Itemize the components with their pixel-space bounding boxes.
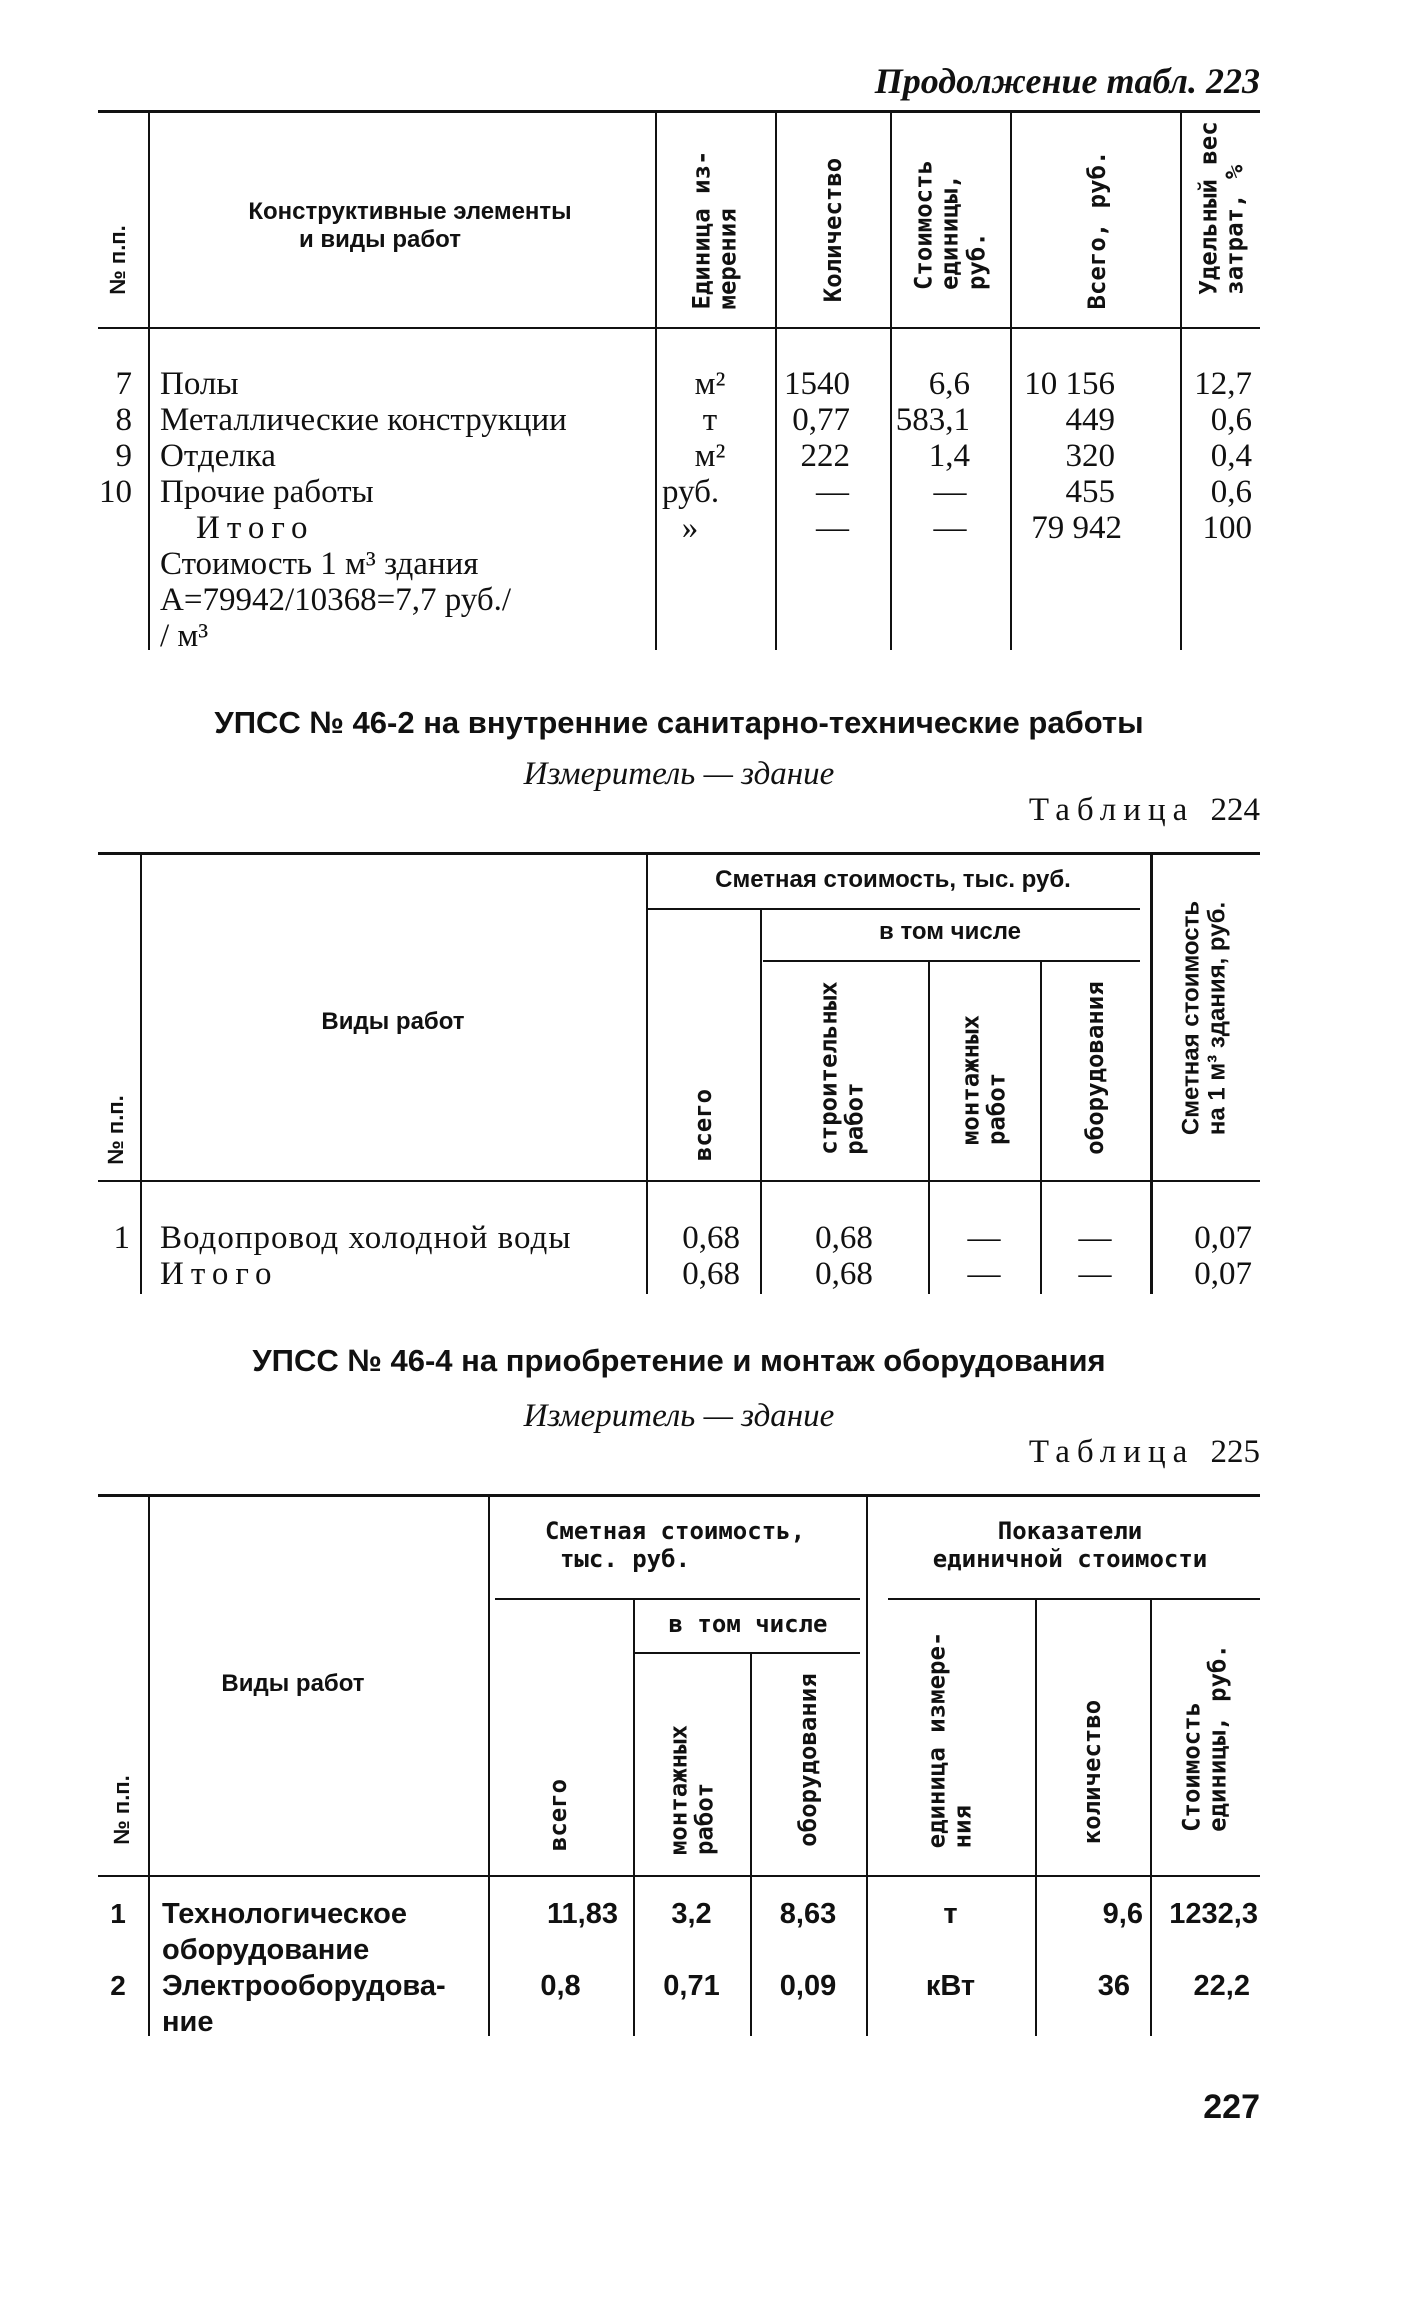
row-per-m3: 0,07 [1194, 1220, 1252, 1256]
table-label-word: Таблица [1028, 792, 1195, 828]
col-header-build-line2: работ [841, 1082, 869, 1155]
col-header-cost-line1: Стоимость [1177, 1701, 1206, 1832]
col-header-indicators [880, 1518, 1260, 1573]
col-header-share-line1: Удельный вес [1194, 121, 1223, 295]
row-cost: 6,6 [928, 366, 970, 402]
col-header-equip: оборудования [793, 1673, 822, 1847]
row-cost: 1,4 [928, 438, 970, 474]
col-header-cost-line2: единицы, руб. [1204, 1644, 1232, 1832]
row-total: 320 [1065, 438, 1115, 474]
page-number: 227 [1203, 2088, 1260, 2126]
col-header-estimated [495, 1518, 855, 1573]
row-qty: — [816, 510, 849, 546]
row-total: 455 [1065, 474, 1115, 510]
row-share: 0,6 [1210, 402, 1252, 438]
col-header-cost-line2: единицы, [935, 174, 964, 291]
col-header-build [816, 981, 869, 1154]
col-header-elements-line2: и виды работ [299, 225, 461, 253]
col-header-num: № п.п. [108, 1775, 134, 1845]
col-header-equip: оборудования [1080, 981, 1109, 1155]
row-qty: — [816, 474, 849, 510]
col-header-cost [910, 160, 989, 290]
col-header-qty: количество [1077, 1699, 1106, 1845]
cost-note-line1: Стоимость 1 м³ здания [160, 546, 479, 582]
row-cost: — [933, 474, 967, 510]
row-qty: 9,6 [1102, 1898, 1143, 1930]
col-header-build-line1: строительных [814, 981, 843, 1155]
col-header-elements [200, 198, 620, 253]
row-build: 0,68 [815, 1256, 873, 1292]
row-mount: 0,71 [663, 1970, 720, 2002]
row-total: 79 942 [1031, 510, 1122, 546]
col-header-mount-line1: монтажных [664, 1724, 693, 1856]
row-share: 12,7 [1194, 366, 1252, 402]
row-all: 0,68 [682, 1220, 740, 1256]
row-unit: кВт [925, 1970, 976, 2002]
row-mount: — [967, 1220, 1001, 1256]
table-label-225 [960, 1434, 1260, 1471]
measure-label-2: Измеритель — здание [523, 1398, 835, 1434]
row-equip: — [1078, 1256, 1112, 1292]
row-share: 0,6 [1210, 474, 1252, 510]
row-cost: 583,1 [895, 402, 970, 438]
row-name-line2: оборудование [162, 1934, 370, 1966]
section-title-46-2: УПСС № 46-2 на внутренние санитарно-технические работы [214, 705, 1144, 740]
row-name: Прочие работы [160, 474, 374, 510]
col-header-elements-line1: Конструктивные элементы [248, 198, 572, 225]
col-header-mount-line2: работ [691, 1782, 719, 1856]
row-total: 449 [1065, 402, 1115, 438]
col-header-unit-line1: единица измере- [922, 1631, 951, 1849]
col-header-cost-line1: Стоимость [909, 159, 938, 291]
col-header-mount [666, 1725, 719, 1855]
col-header-total: Всего, руб. [1082, 150, 1111, 310]
col-header-qty: Количество [818, 157, 847, 303]
section-title-46-4: УПСС № 46-4 на приобретение и монтаж оборудования [252, 1343, 1106, 1378]
row-unit: » [681, 510, 699, 546]
row-cost: 22,2 [1193, 1970, 1250, 2002]
col-header-works: Виды работ [321, 1008, 465, 1035]
table-label-number: 225 [1210, 1434, 1260, 1470]
row-name: Металлические конструкции [160, 402, 567, 438]
row-name: Итого [196, 510, 315, 546]
row-qty: 36 [1097, 1970, 1130, 2002]
cost-note-line2: А=79942/10368=7,7 руб./ [160, 582, 512, 618]
col-header-unit-line2: мерения [714, 208, 742, 310]
col-header-all: всего [543, 1778, 572, 1852]
col-header-indicators-line2: единичной стоимости [932, 1544, 1208, 1573]
col-header-per-m3-line2: на 1 м³ здания, руб. [1204, 901, 1231, 1136]
row-build: 0,68 [815, 1220, 873, 1256]
row-qty: 0,77 [792, 402, 850, 438]
row-cost: — [933, 510, 967, 546]
row-per-m3: 0,07 [1194, 1256, 1252, 1292]
col-header-including: в том числе [668, 1610, 828, 1638]
row-share: 100 [1202, 510, 1252, 546]
row-num: 10 [99, 474, 132, 510]
row-name-line2: ние [162, 2006, 214, 2038]
col-header-works: Виды работ [221, 1670, 365, 1697]
row-num: 9 [115, 438, 132, 474]
cost-note-line3: / м³ [160, 618, 209, 654]
col-header-num: № п.п. [102, 1095, 128, 1165]
row-qty: 1540 [784, 366, 850, 402]
col-header-per-m3 [1179, 901, 1232, 1135]
row-name-line1: Технологическое [162, 1898, 407, 1930]
row-all: 0,68 [682, 1256, 740, 1292]
row-name: Водопровод холодной воды [160, 1220, 572, 1256]
col-header-per-m3-line1: Сметная стоимость [1177, 900, 1205, 1136]
row-equip: 0,09 [779, 1970, 837, 2002]
row-num: 1 [110, 1898, 126, 1929]
row-equip: — [1078, 1220, 1112, 1256]
col-header-estimated-line1: Сметная стоимость, [544, 1517, 806, 1545]
row-all: 0,8 [540, 1970, 581, 2002]
table-label-word: Таблица [1028, 1434, 1195, 1470]
row-mount: 3,2 [671, 1898, 712, 1930]
col-header-unit [924, 1632, 977, 1849]
row-total: 10 156 [1024, 366, 1115, 402]
table-label-224 [960, 792, 1260, 829]
col-header-indicators-line1: Показатели [997, 1517, 1143, 1545]
col-header-including: в том числе [879, 918, 1021, 945]
row-qty: 222 [800, 438, 850, 474]
col-header-estimated-line2: тыс. руб. [559, 1544, 691, 1573]
row-equip: 8,63 [779, 1898, 837, 1930]
row-unit: руб. [662, 474, 720, 510]
row-share: 0,4 [1210, 438, 1252, 474]
col-header-mount-line2: работ [983, 1072, 1011, 1146]
row-mount: — [967, 1256, 1001, 1292]
col-header-share-line2: затрат, % [1221, 164, 1249, 295]
measure-label-1: Измеритель — здание [523, 756, 835, 792]
table-label-number: 224 [1210, 792, 1260, 828]
row-unit: т [702, 402, 718, 438]
row-name: Отделка [160, 438, 276, 474]
col-header-share [1196, 121, 1249, 294]
row-num: 8 [115, 402, 132, 438]
row-num: 2 [110, 1970, 126, 2001]
col-header-unit [689, 151, 742, 310]
col-header-num: № п.п. [104, 225, 130, 295]
col-header-unit-line1: Единица из- [687, 150, 716, 310]
col-header-estimated: Сметная стоимость, тыс. руб. [715, 866, 1071, 893]
row-cost: 1232,3 [1169, 1898, 1258, 1930]
col-header-all: всего [688, 1088, 717, 1162]
row-num: 1 [113, 1220, 130, 1256]
col-header-mount-line1: монтажных [956, 1014, 985, 1146]
row-name: Полы [160, 366, 239, 402]
row-unit: т [943, 1898, 958, 1930]
col-header-unit-line2: ния [949, 1805, 977, 1849]
col-header-cost [1179, 1644, 1232, 1832]
row-unit: м² [694, 366, 726, 402]
col-header-mount [958, 1015, 1011, 1145]
continuation-title: Продолжение табл. 223 [874, 61, 1260, 101]
row-unit: м² [694, 438, 726, 474]
col-header-cost-line3: руб. [962, 232, 991, 291]
row-name-line1: Электрооборудова- [162, 1970, 446, 2002]
row-num: 7 [115, 366, 132, 402]
row-all: 11,83 [547, 1898, 618, 1930]
row-name: Итого [160, 1256, 279, 1292]
